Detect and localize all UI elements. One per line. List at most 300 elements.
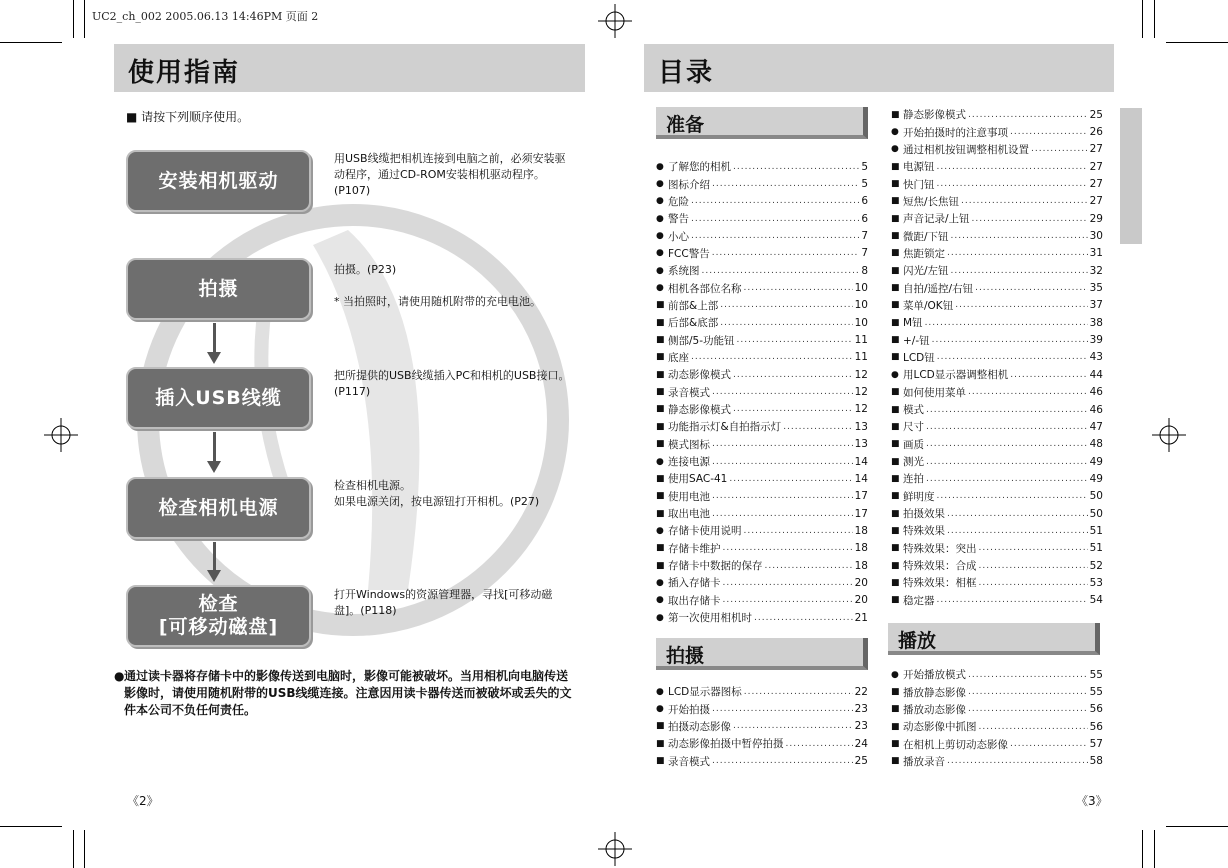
toc-entry-page: 10 [854,299,868,312]
toc-entry[interactable] [891,436,1103,453]
step-label: 安装相机驱动 [158,169,279,192]
dot-leader [744,283,853,293]
dot-leader [979,543,1088,553]
toc-entry-title: 播放动态影像 [903,703,966,716]
bullet-square-icon: ■ [891,439,900,450]
toc-entry-page: 18 [854,524,868,537]
section-label: 准备 [666,114,705,136]
toc-entry[interactable] [656,488,868,505]
toc-entry[interactable] [656,175,868,192]
toc-entry-page: 24 [854,737,868,750]
bullet-square-icon: ■ [891,196,900,207]
toc-entry-page: 27 [1089,195,1103,208]
dot-leader [702,266,860,276]
dot-leader [723,543,853,553]
toc-entry-title: 插入存储卡 [668,577,721,590]
toc-entry[interactable] [656,366,868,383]
toc-entry[interactable] [891,210,1103,227]
dot-leader [926,405,1088,415]
bullet-dot-icon: ● [656,248,664,259]
bullet-dot-icon: ● [656,595,664,606]
print-header: UC2_ch_002 2005.06.13 14:46PM 页面 2 [92,10,319,23]
toc-entry[interactable] [891,592,1103,609]
bullet-square-icon: ■ [656,473,665,484]
toc-col2-list [891,106,1103,609]
toc-entry[interactable] [891,557,1103,574]
dot-leader [968,687,1088,697]
toc-entry-title: 开始播放模式 [903,669,966,682]
toc-entry[interactable] [656,401,868,418]
toc-entry-title: 拍摄效果 [903,508,945,521]
dot-leader [783,422,852,432]
toc-entry-page: 11 [854,351,868,364]
dot-leader [691,214,859,224]
step-check-disk [126,585,311,647]
toc-entry-title: 尺寸 [903,421,924,434]
toc-entry[interactable] [891,193,1103,210]
step-label: 检查相机电源 [158,496,279,519]
step-desc-5 [334,587,574,619]
dot-leader [712,439,853,449]
toc-entry-page: 38 [1089,316,1103,329]
toc-entry-title: 存储卡中数据的保存 [668,560,763,573]
toc-entry-page: 57 [1089,738,1103,751]
toc-entry-page: 27 [1089,178,1103,191]
step-shoot [126,258,311,320]
toc-play-list [891,666,1103,770]
toc-entry-page: 23 [854,703,868,716]
dot-leader [925,318,1088,328]
step-check-power [126,477,311,539]
toc-entry-title: 播放录音 [903,755,945,768]
toc-entry[interactable] [891,418,1103,435]
bullet-dot-icon: ● [656,525,664,536]
toc-entry[interactable] [891,753,1103,770]
dot-leader [737,335,853,345]
toc-entry-title: 特殊效果 [903,525,945,538]
toc-entry[interactable] [891,574,1103,591]
bullet-square-icon: ■ [891,109,900,120]
toc-entry-page: 7 [861,230,868,243]
toc-entry-page: 46 [1089,403,1103,416]
toc-entry-title: 连接电源 [668,456,710,469]
dot-leader [765,561,853,571]
toc-entry[interactable] [656,574,868,591]
toc-entry-title: 警告 [668,213,689,226]
step-install-driver [126,150,311,212]
toc-entry[interactable] [656,245,868,262]
toc-entry[interactable] [891,505,1103,522]
bullet-square-icon: ■ [891,404,900,415]
toc-entry-title: 录音模式 [668,755,710,768]
dot-leader [968,670,1088,680]
dot-leader [733,370,853,380]
toc-entry[interactable] [656,418,868,435]
toc-entry-page: 21 [854,611,868,624]
toc-entry[interactable] [891,123,1103,140]
bullet-square-icon: ■ [656,404,665,415]
dot-leader [926,439,1088,449]
dot-leader [979,578,1088,588]
toc-entry-page: 26 [1089,126,1103,139]
toc-entry[interactable] [656,683,868,700]
dot-leader [712,457,853,467]
toc-entry-title: 短焦/长焦钮 [903,195,960,208]
toc-entry[interactable] [891,401,1103,418]
toc-entry[interactable] [891,384,1103,401]
toc-entry-page: 47 [1089,420,1103,433]
dot-leader [1010,127,1088,137]
toc-entry-title: 特殊效果：突出 [903,542,977,555]
bullet-dot-icon: ● [656,704,664,715]
toc-entry-page: 44 [1089,368,1103,381]
bullet-square-icon: ■ [891,352,900,363]
bullet-square-icon: ■ [891,756,900,767]
dot-leader [937,179,1088,189]
dot-leader [712,491,853,501]
toc-entry[interactable] [656,193,868,210]
bullet-square-icon: ■ [656,738,665,749]
toc-entry-title: 动态影像模式 [668,369,731,382]
bullet-square-icon: ■ [891,248,900,259]
toc-entry-page: 50 [1089,490,1103,503]
toc-entry-title: 后部&底部 [668,317,719,330]
toc-entry-page: 58 [1089,755,1103,768]
dot-leader [744,687,853,697]
bullet-square-icon: ■ [891,335,900,346]
toc-entry-page: 30 [1089,230,1103,243]
bullet-dot-icon: ● [656,686,664,697]
toc-entry-title: 通过相机按钮调整相机设置 [903,143,1029,156]
toc-entry[interactable] [891,297,1103,314]
toc-entry-title: 使用SAC-41 [668,473,728,486]
toc-entry-title: 鲜明度 [903,490,935,503]
dot-leader [720,300,852,310]
toc-entry-title: 使用电池 [668,490,710,503]
toc-entry[interactable] [891,366,1103,383]
toc-entry[interactable] [891,683,1103,700]
toc-entry-page: 55 [1089,668,1103,681]
toc-entry-title: 图标介绍 [668,178,710,191]
dot-leader [951,266,1088,276]
section-label: 播放 [898,630,937,652]
toc-entry-page: 12 [854,386,868,399]
toc-entry-title: 静态影像模式 [668,403,731,416]
toc-entry-page: 43 [1089,351,1103,364]
page-title: 使用指南 [128,58,241,88]
toc-entry-page: 5 [861,160,868,173]
note-text: 通过读卡器将存储卡中的影像传送到电脑时，影像可能被破坏。当用相机向电脑传送影像时，请使用随机附带的USB线缆连接。注意因用读卡器传送而被破坏或丢失的文件本公司不负任何责任。 [124,669,572,717]
toc-entry[interactable] [656,735,868,752]
toc-entry-title: 静态影像模式 [903,109,966,122]
toc-entry[interactable] [656,752,868,769]
toc-entry[interactable] [891,158,1103,175]
step-label: 拍摄 [198,277,239,300]
chapter-tab [1120,108,1142,244]
desc-text: 拍摄。(P23) * 当拍照时，请使用随机附带的充电电池。 [334,263,541,308]
toc-entry-page: 49 [1089,455,1103,468]
toc-entry-title: LCD显示器图标 [668,686,742,699]
toc-entry[interactable] [656,505,868,522]
toc-entry-title: 前部&上部 [668,299,719,312]
dot-leader [926,474,1088,484]
toc-entry-page: 7 [861,247,868,260]
toc-entry[interactable] [891,540,1103,557]
toc-entry-title: 小心 [668,230,689,243]
toc-entry-page: 54 [1089,594,1103,607]
toc-entry-title: 了解您的相机 [668,161,731,174]
bullet-square-icon: ■ [891,687,900,698]
bullet-square-icon: ■ [656,317,665,328]
section-shoot-heading [656,638,868,670]
section-label: 拍摄 [666,645,705,667]
bullet-dot-icon: ● [656,179,664,190]
dot-leader [786,739,853,749]
toc-entry[interactable] [891,701,1103,718]
bullet-square-icon: ■ [891,525,900,536]
dot-leader [968,387,1088,397]
toc-entry[interactable] [891,718,1103,735]
dot-leader [723,595,853,605]
bullet-dot-icon: ● [656,612,664,623]
toc-entry-title: 画质 [903,438,924,451]
toc-entry-page: 17 [854,490,868,503]
bullet-square-icon: ■ [891,543,900,554]
dot-leader [937,491,1088,501]
toc-entry-title: 存储卡维护 [668,542,721,555]
desc-text: 检查相机电源。 如果电源关闭，按电源钮打开相机。(P27) [334,479,540,508]
toc-entry[interactable] [656,540,868,557]
toc-entry-page: 20 [854,594,868,607]
toc-entry-title: 模式 [903,404,924,417]
toc-entry[interactable] [891,262,1103,279]
toc-entry-title: 开始拍摄 [668,703,710,716]
toc-entry-page: 55 [1089,686,1103,699]
toc-entry-title: 录音模式 [668,386,710,399]
toc-entry-title: 连拍 [903,473,924,486]
toc-entry-title: 相机各部位名称 [668,282,742,295]
bullet-dot-icon: ● [891,127,899,138]
toc-entry-title: 侧部/5-功能钮 [668,334,735,347]
toc-entry-title: 第一次使用相机时 [668,612,752,625]
toc-entry-title: 模式图标 [668,438,710,451]
toc-entry-title: 特殊效果：合成 [903,560,977,573]
bullet-square-icon: ■ [656,721,665,732]
toc-entry-page: 51 [1089,542,1103,555]
toc-entry-page: 22 [854,685,868,698]
toc-entry-title: 在相机上剪切动态影像 [903,738,1008,751]
dot-leader [1031,144,1088,154]
toc-entry-title: 如何使用菜单 [903,386,966,399]
toc-entry-page: 12 [854,368,868,381]
toc-entry-page: 39 [1089,334,1103,347]
toc-entry[interactable] [891,331,1103,348]
dot-leader [932,335,1088,345]
dot-leader [947,248,1088,258]
toc-entry-title: 自拍/遥控/右钮 [903,282,974,295]
toc-entry-page: 37 [1089,299,1103,312]
toc-entry-page: 35 [1089,282,1103,295]
toc-entry-title: FCC警告 [668,247,710,260]
bullet-square-icon: ■ [656,421,665,432]
desc-text: 用USB线缆把相机连接到电脑之前，必须安装驱动程序，通过CD-ROM安装相机驱动程序。 (P107) [334,152,566,197]
toc-entry[interactable] [656,349,868,366]
toc-entry[interactable] [656,262,868,279]
toc-entry-title: +/-钮 [903,334,930,347]
dot-leader [712,704,853,714]
bullet-square-icon: ■ [656,508,665,519]
dot-leader [955,300,1087,310]
toc-entry[interactable] [891,106,1103,123]
toc-entry[interactable] [656,210,868,227]
toc-entry-page: 14 [854,455,868,468]
toc-entry[interactable] [891,735,1103,752]
toc-entry[interactable] [656,592,868,609]
toc-entry[interactable] [656,331,868,348]
bullet-square-icon: ■ [891,161,900,172]
toc-entry[interactable] [891,227,1103,244]
toc-entry[interactable] [656,609,868,626]
bullet-square-icon: ■ [891,231,900,242]
toc-entry-page: 17 [854,507,868,520]
bullet-square-icon: ■ [891,387,900,398]
toc-entry[interactable] [891,314,1103,331]
toc-entry-page: 6 [861,195,868,208]
toc-entry[interactable] [656,279,868,296]
toc-entry[interactable] [891,470,1103,487]
toc-entry-title: 拍摄动态影像 [668,720,731,733]
section-play-heading [888,623,1100,655]
toc-entry-page: 25 [1089,108,1103,121]
toc-entry[interactable] [656,436,868,453]
dot-leader [947,509,1088,519]
toc-entry-title: 底座 [668,351,689,364]
toc-entry-page: 49 [1089,472,1103,485]
toc-entry-title: 动态影像拍摄中暂停拍摄 [668,738,784,751]
dot-leader [947,526,1088,536]
dot-leader [712,179,859,189]
bullet-square-icon: ■ [656,491,665,502]
bullet-square-icon: ■ [891,456,900,467]
toc-entry-page: 23 [854,720,868,733]
step-label: 插入USB线缆 [155,386,282,409]
dot-leader [712,387,853,397]
toc-entry-title: 取出存储卡 [668,594,721,607]
bullet-dot-icon: ● [891,144,899,155]
toc-entry-page: 25 [854,755,868,768]
dot-leader [972,214,1088,224]
toc-entry[interactable] [891,349,1103,366]
toc-entry-page: 10 [854,282,868,295]
toc-entry-page: 6 [861,212,868,225]
dot-leader [733,721,853,731]
bullet-square-icon: ■ [891,595,900,606]
toc-entry[interactable] [891,666,1103,683]
toc-entry-title: 取出电池 [668,508,710,521]
dot-leader [691,231,859,241]
toc-entry-page: 31 [1089,247,1103,260]
toc-entry-page: 12 [854,403,868,416]
dot-leader [733,162,859,172]
toc-entry-page: 20 [854,576,868,589]
bullet-square-icon: ■ [891,317,900,328]
toc-entry[interactable] [656,297,868,314]
toc-entry-page: 14 [854,472,868,485]
bullet-dot-icon: ● [656,161,664,172]
toc-entry[interactable] [656,314,868,331]
dot-leader [926,457,1088,467]
toc-entry[interactable] [891,175,1103,192]
dot-leader [691,196,859,206]
toc-entry[interactable] [656,158,868,175]
toc-entry-title: 菜单/OK钮 [903,299,954,312]
dot-leader [733,404,853,414]
dot-leader [951,231,1088,241]
toc-entry-title: 测光 [903,456,924,469]
toc-entry-page: 18 [854,559,868,572]
toc-entry-page: 56 [1089,720,1103,733]
toc-entry[interactable] [656,227,868,244]
toc-entry[interactable] [891,453,1103,470]
toc-entry[interactable] [656,700,868,717]
toc-entry[interactable] [891,522,1103,539]
toc-entry[interactable] [656,453,868,470]
toc-entry[interactable] [656,383,868,400]
toc-entry[interactable] [891,279,1103,296]
dot-leader [968,110,1088,120]
step-label-2: [可移动磁盘] [158,616,279,638]
toc-entry[interactable] [656,718,868,735]
bullet-icon: ● [114,669,125,683]
toc-entry[interactable] [656,557,868,574]
bullet-square-icon: ■ [891,491,900,502]
toc-entry[interactable] [891,141,1103,158]
bullet-square-icon: ■ [891,421,900,432]
toc-entry-page: 52 [1089,559,1103,572]
bullet-square-icon: ■ [656,300,665,311]
bullet-dot-icon: ● [891,669,899,680]
toc-entry[interactable] [656,470,868,487]
left-title-bar [114,44,585,92]
section-prep-heading [656,107,868,139]
dot-leader [979,561,1088,571]
step-desc-3 [334,368,574,400]
toc-entry[interactable] [656,522,868,539]
toc-prep-list [656,158,868,626]
dot-leader [729,474,852,484]
toc-entry[interactable] [891,245,1103,262]
toc-entry-title: 闪光/左钮 [903,265,949,278]
bullet-square-icon: ■ [891,560,900,571]
toc-entry-page: 46 [1089,386,1103,399]
bullet-dot-icon: ● [656,196,664,207]
toc-entry[interactable] [891,488,1103,505]
bullet-square-icon: ■ [891,721,900,732]
dot-leader [937,162,1088,172]
toc-entry-title: M钮 [903,317,923,330]
dot-leader [723,578,853,588]
toc-entry-title: 焦距锁定 [903,247,945,260]
dot-leader [744,526,853,536]
bullet-square-icon: ■ [891,473,900,484]
dot-leader [720,318,852,328]
bullet-square-icon: ■ [891,265,900,276]
bullet-square-icon: ■ [656,369,665,380]
toc-entry-title: 系统图 [668,265,700,278]
dot-leader [979,722,1088,732]
dot-leader [712,756,853,766]
bullet-dot-icon: ● [656,577,664,588]
